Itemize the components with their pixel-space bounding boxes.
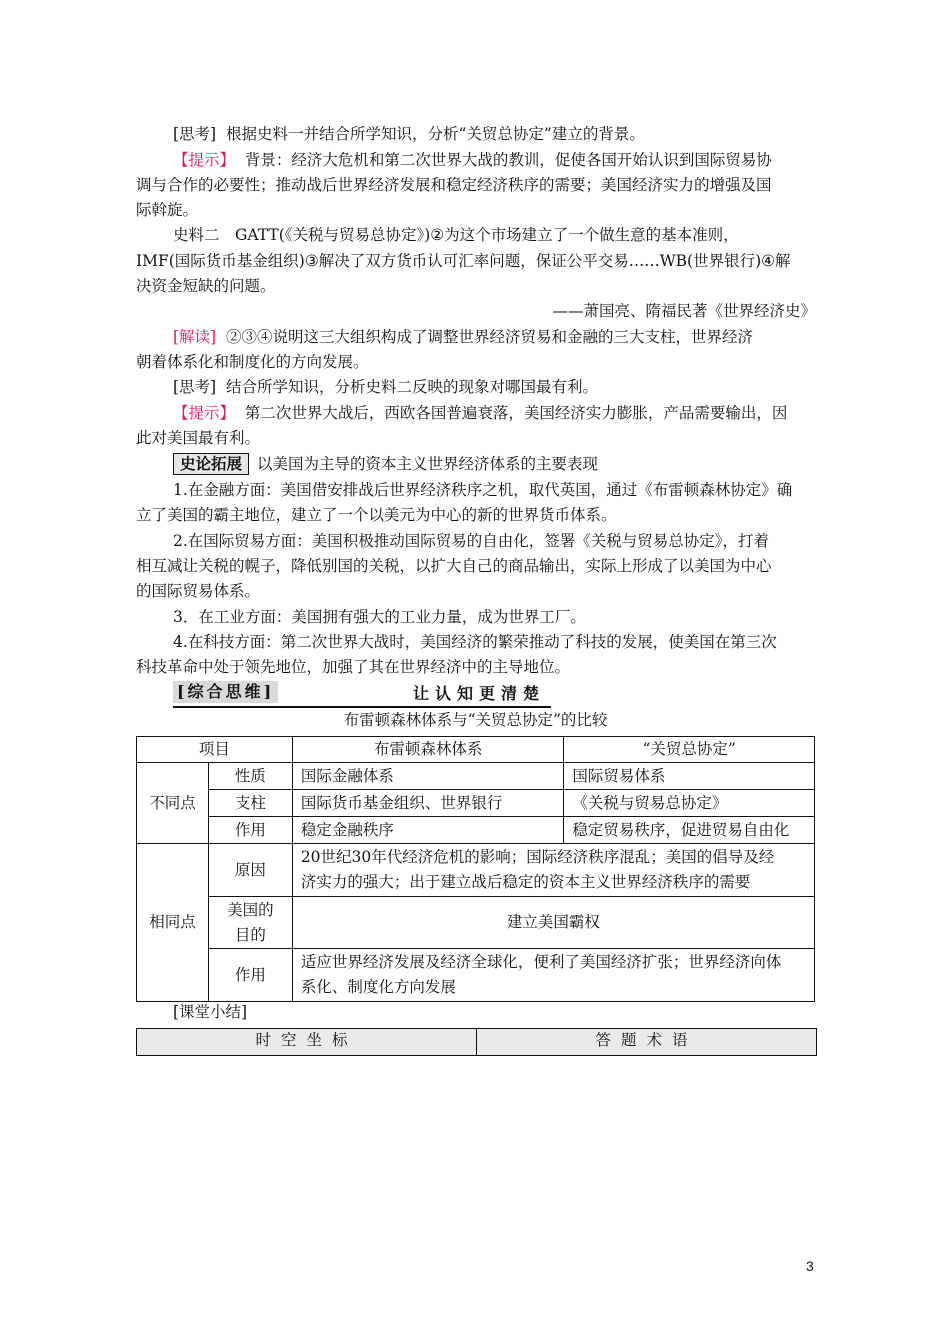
source-2-line-1: 史料二 GATT(《关税与贸易总协定》)②为这个市场建立了一个做生意的基本准则， [173, 226, 739, 244]
summary-table [136, 1028, 817, 1056]
cell-line: 20世纪30年代经济危机的影响；国际经济秩序混乱；美国的倡导及经 [300, 848, 775, 866]
table-row [137, 897, 815, 949]
synthesis-heading [173, 680, 551, 708]
expand-title: 以美国为主导的资本主义世界经济体系的主要表现 [257, 455, 599, 473]
header-item: 项目 [137, 737, 293, 763]
hint-tag: 【提示】 [173, 404, 236, 422]
row-key-line: 美国的 [227, 900, 274, 919]
table-row [137, 817, 815, 844]
think-text: 根据史料一并结合所学知识，分析“关贸总协定”建立的背景。 [225, 125, 645, 143]
think-tag: [思考] [173, 378, 217, 396]
hint-1-line-2: 调与合作的必要性；推动战后世界经济发展和稳定经济秩序的需要；美国经济实力的增强及国 [136, 176, 772, 194]
row-key: 支柱 [208, 790, 292, 817]
similarities-label: 相同点 [137, 844, 209, 1002]
cell: 稳定贸易秩序，促进贸易自由化 [564, 817, 815, 844]
interpretation-tag: [解读] [173, 328, 217, 346]
hint-text: 背景：经济大危机和第二次世界大战的教训，促使各国开始认识到国际贸易协 [244, 151, 772, 169]
row-key: 性质 [208, 763, 292, 790]
summary-right: 答题术语 [595, 1031, 698, 1049]
cell: 国际贸易体系 [564, 763, 815, 790]
cell: 国际货币基金组织、世界银行 [292, 790, 564, 817]
hint-2 [173, 400, 816, 426]
table-row [137, 949, 815, 1002]
cell-line: 济实力的强大；出于建立战后稳定的资本主义世界经济秩序的需要 [300, 873, 751, 891]
table-row [137, 844, 815, 897]
cell: 建立美国霸权 [292, 897, 814, 949]
cell: 国际金融体系 [292, 763, 564, 790]
expand-label: 史论拓展 [173, 453, 249, 475]
hint-2-line-2: 此对美国最有利。 [136, 429, 261, 447]
table-caption: 布雷顿森林体系与“关贸总协定”的比较 [343, 711, 608, 729]
summary-label: [课堂小结] [173, 1003, 248, 1021]
row-key [208, 897, 292, 949]
hint-1-line-3: 际斡旋。 [136, 201, 199, 219]
point-2-line-3: 的国际贸易体系。 [136, 582, 261, 600]
page-number: 3 [806, 1258, 814, 1274]
synthesis-label: [综合思维] [173, 681, 278, 703]
table-header-row [137, 737, 815, 763]
table-row [137, 790, 815, 817]
row-key: 作用 [208, 949, 292, 1002]
header-gatt: “关贸总协定” [564, 737, 815, 763]
differences-label: 不同点 [137, 763, 209, 844]
source-2-line-3: 决资金短缺的问题。 [136, 277, 276, 295]
point-4-line-2: 科技革命中处于领先地位，加强了其在世界经济中的主导地位。 [136, 658, 571, 676]
row-key: 原因 [208, 844, 292, 897]
row-key: 作用 [208, 817, 292, 844]
point-2-line-2: 相互减让关税的幌子，降低别国的关税，以扩大自己的商品输出，实际上形成了以美国为中心 [136, 557, 772, 575]
cell: 稳定金融秩序 [292, 817, 564, 844]
cell: 《关税与贸易总协定》 [564, 790, 815, 817]
point-1-line-2: 立了美国的霸主地位，建立了一个以美元为中心的新的世界货币体系。 [136, 506, 617, 524]
think-2 [173, 374, 816, 400]
summary-left: 时空坐标 [137, 1029, 477, 1055]
table-row [137, 763, 815, 790]
interpretation-text: ②③④说明这三大组织构成了调整世界经济贸易和金融的三大支柱，世界经济 [225, 328, 753, 346]
point-1-line-1: 1.在金融方面：美国借安排战后世界经济秩序之机，取代英国，通过《布雷顿森林协定》确 [173, 481, 793, 499]
think-1 [173, 121, 816, 147]
header-bretton-woods: 布雷顿森林体系 [292, 737, 564, 763]
cell-line: 适应世界经济发展及经济全球化，便利了美国经济扩张；世界经济向体 [300, 953, 782, 971]
hint-tag: 【提示】 [173, 151, 236, 169]
think-text: 结合所学知识，分析史料二反映的现象对哪国最有利。 [225, 378, 598, 396]
cell [292, 844, 814, 897]
point-4-line-1: 4.在科技方面：第二次世界大战时，美国经济的繁荣推动了科技的发展，使美国在第三次 [173, 633, 777, 651]
hint-1 [173, 147, 816, 173]
cell [292, 949, 814, 1002]
cell-line: 系化、制度化方向发展 [300, 978, 456, 996]
interpretation [173, 324, 816, 350]
comparison-table [136, 736, 815, 1002]
point-3: 3．在工业方面：美国拥有强大的工业力量，成为世界工厂。 [173, 608, 586, 626]
hint-text: 第二次世界大战后，西欧各国普遍衰落，美国经济实力膨胀，产品需要输出，因 [244, 404, 788, 422]
point-2-line-1: 2.在国际贸易方面：美国积极推动国际贸易的自由化，签署《关税与贸易总协定》，打着 [173, 532, 770, 550]
source-2-line-2: IMF(国际货币基金组织)③解决了双方货币认可汇率问题，保证公平交易……WB(世界银行)④解 [136, 252, 791, 270]
think-tag: [思考] [173, 125, 217, 143]
source-citation: ——萧国亮、隋福民著《世界经济史》 [552, 302, 816, 320]
row-key-line: 目的 [234, 925, 266, 944]
synthesis-slogan: 让认知更清楚 [413, 684, 546, 703]
expand-heading [173, 451, 816, 477]
interpretation-line-2: 朝着体系化和制度化的方向发展。 [136, 353, 369, 371]
